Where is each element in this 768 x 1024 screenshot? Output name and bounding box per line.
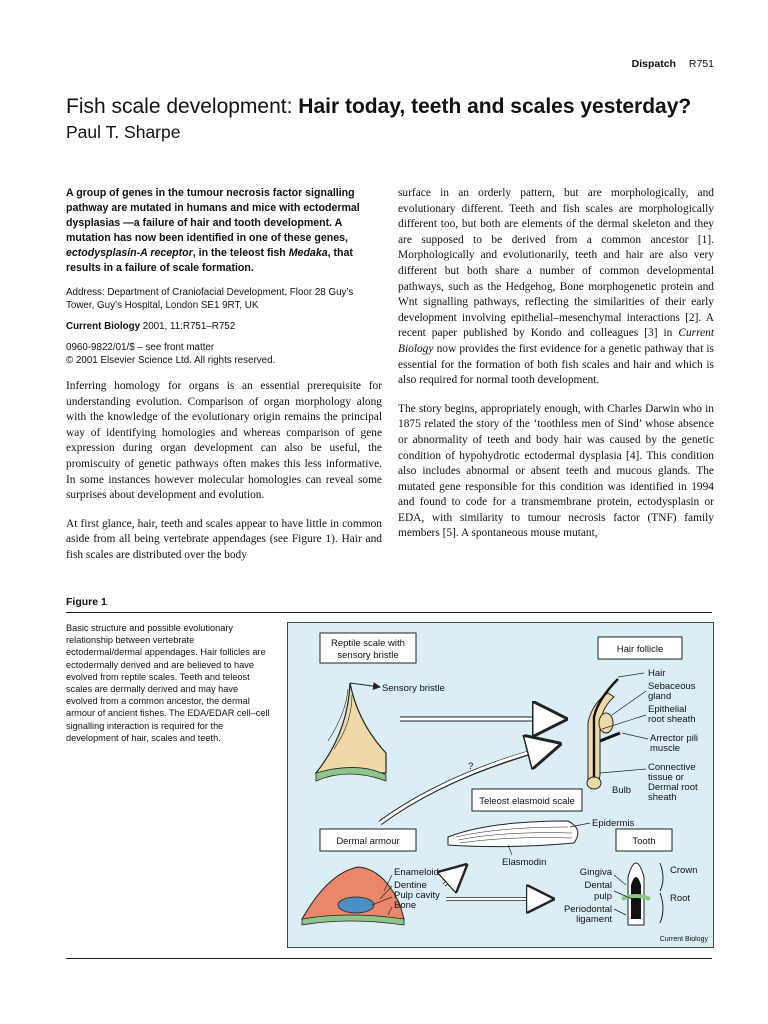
copyright — [66, 341, 382, 367]
body-paragraph: The story begins, appropriately enough, with Charles Darwin who in 1875 related the story of the ‘toothless men of Sind’ whose absence or abnormality of teeth and body hair was caused by the genetic condition of hypohydrotic ectodermal dysplasia [4]. This condition also includes abnormal or absent teeth and mucous glands. The mutated gene responsible for this condition was identified in 1994 and found to code for a transmembrane protein, ectodysplasin or EDA, with similarity to tumour necrosis factor (TNF) family members [5]. A spontaneous mouse mutant, — [398, 402, 714, 540]
dental-pulp-label-2: pulp — [594, 891, 612, 902]
sebaceous-label-2: gland — [648, 691, 672, 702]
abstract — [66, 186, 382, 276]
title-lead: Fish scale development: — [66, 95, 299, 118]
copyright-line-1: 0960-9822/01/$ – see front matter — [66, 342, 215, 353]
title-block — [66, 94, 726, 143]
teleost-scale-shape — [448, 821, 578, 847]
reptile-box-line-2: sensory bristle — [337, 650, 399, 661]
connective-label-2: tissue or — [648, 772, 684, 783]
figure-credit: Current Biology — [659, 936, 708, 943]
body-paragraph: At first glance, hair, teeth and scales appear to have little in common aside from all being vertebrate appendages (see Figure 1). Hair and fish scales are distributed over the body — [66, 517, 382, 561]
body-paragraph: Inferring homology for organs is an essential prerequisite for understanding evolution. Comparison of organ morphology along with the knowledge of the evolutionary origin remains the principal way of identifying homologies and whereas comparison of gene expression during organ development can also be useful, the promiscuity of genetic pathways often makes this less informative. In some instances however molecular homologies can reveal some surprises about development and evolution. — [66, 380, 382, 502]
connective-label-3: Dermal root — [648, 782, 698, 793]
figure-panel — [287, 622, 714, 948]
pulp-cavity-label: Pulp cavity — [394, 890, 440, 901]
page-number: R751 — [688, 58, 714, 70]
elasmodin-label: Elasmodin — [502, 857, 547, 868]
author: Paul T. Sharpe — [66, 122, 181, 142]
root-brace — [660, 893, 663, 923]
abstract-fish: Medaka — [288, 247, 328, 259]
figure-rule — [66, 958, 712, 959]
sensory-bristle-label: Sensory bristle — [382, 683, 445, 694]
para-journal: Current Biology — [398, 327, 714, 355]
question-mark: ? — [468, 761, 474, 772]
reptile-scale-illustration — [316, 683, 386, 781]
label-pointer — [618, 673, 644, 677]
dental-pulp-label-1: Dental — [584, 880, 612, 891]
abstract-text-1: A group of genes in the tumour necrosis factor signalling pathway are mutated in humans and mice with ectodermal dysplasias —a failure of hair and tooth development. A mutation has now been identified in one of these genes, — [66, 187, 360, 244]
figure-label: Figure 1 — [66, 596, 107, 608]
crown-brace — [660, 863, 663, 891]
citation — [66, 320, 382, 333]
arrector-label-2: muscle — [650, 743, 681, 754]
root-label: Root — [670, 893, 691, 904]
reptile-scale-shape — [316, 683, 386, 773]
sensory-bristle-pointer — [350, 683, 380, 687]
dermal-armour-box-label: Dermal armour — [336, 836, 400, 847]
label-pointer — [614, 909, 626, 915]
figure-caption: Basic structure and possible evolutionary relationship between vertebrate ectodermal/dermal appendages. Hair follicles are ectodermally derived and are believed to have evolved from reptile scales. Teeth and teleost scales are dermally derived and may have evolved from a common ancestor, the dermal armour of ancient fishes. The EDA/EDAR cell–cell signalling interaction is required for the development of hair, scales and teeth. — [66, 623, 270, 743]
sebaceous-label-1: Sebaceous — [648, 681, 696, 692]
periodontal-label-1: Periodontal — [563, 904, 612, 915]
hair-follicle-box-label: Hair follicle — [616, 644, 664, 655]
enameloid-label: Enameloid — [394, 867, 439, 878]
abstract-text-3: , that results in a failure of scale formation. — [66, 247, 353, 274]
para-text: surface in an orderly pattern, but are morphologically, and evolutionary different. Teeth and fish scales are morphologically different too, but both are elements of the dermal skeleton and they are supposed to be derived from a common ancestor [1]. Morphologically and evolutionarily, teeth and hair are also very different but both share a number of common developmental pathways, such as the Hedgehog, Bone morphogenetic protein and Wnt signalling pathways, reflecting the similarities of their early development involving epithelial–mesenchymal interactions [2]. A recent paper published by Kondo and colleagues [3] in — [398, 187, 714, 340]
dentine-label: Dentine — [394, 880, 427, 891]
hair-follicle-illustration — [587, 673, 648, 789]
connective-label-1: Connective — [648, 762, 696, 773]
label-pointer — [600, 769, 646, 773]
bulb-label: Bulb — [612, 785, 632, 796]
title-bold: Hair today, teeth and scales yesterday? — [298, 95, 692, 118]
hair-label: Hair — [648, 668, 666, 679]
address: Address: Department of Craniofacial Development, Floor 28 Guy’s Tower, Guy’s Hospital, London SE1 9RT, UK — [66, 287, 354, 311]
abstract-text-2: , in the teleost fish — [192, 247, 289, 259]
reptile-box-line-1: Reptile scale with — [331, 638, 405, 649]
epithelial-label-2: root sheath — [648, 714, 696, 725]
crown-label: Crown — [670, 865, 698, 876]
teleost-box-label: Teleost elasmoid scale — [479, 796, 575, 807]
label-pointer — [622, 733, 648, 739]
left-column — [66, 186, 382, 577]
abstract-gene: ectodysplasin-A receptor — [66, 247, 193, 259]
gingiva-label: Gingiva — [579, 867, 612, 878]
para-text: now provides the first evidence for a genetic pathway that is essential for the formation of both fish scales and hair and which is also required for normal tooth development. — [398, 342, 714, 387]
bone-label: Bone — [394, 900, 417, 911]
epidermis-label: Epidermis — [592, 818, 635, 829]
sebaceous-gland-shape — [599, 713, 613, 733]
right-column — [398, 186, 714, 555]
bulb-shape — [587, 777, 601, 789]
dermal-armour-illustration — [302, 867, 404, 925]
citation-details: 2001, 11:R751–R752 — [140, 321, 236, 332]
running-header — [632, 58, 714, 70]
arrector-label-1: Arrector pili — [650, 733, 699, 744]
pulp-cavity-shape — [338, 897, 374, 913]
figure-rule — [66, 612, 712, 613]
label-pointer — [612, 691, 646, 715]
epithelial-label-1: Epithelial — [648, 704, 687, 715]
tooth-box-label: Tooth — [632, 836, 656, 847]
label-pointer — [614, 875, 626, 885]
copyright-line-2: © 2001 Elsevier Science Ltd. All rights reserved. — [66, 355, 276, 366]
citation-journal: Current Biology — [66, 321, 141, 332]
arrow-armour-to-scale — [444, 867, 464, 885]
tooth-illustration — [614, 863, 663, 925]
body-paragraph — [398, 186, 714, 389]
periodontal-label-2: ligament — [576, 914, 612, 925]
arrector-muscle-shape — [600, 733, 620, 741]
section-label: Dispatch — [631, 58, 676, 70]
connective-label-4: sheath — [648, 792, 677, 803]
figure-diagram — [288, 623, 713, 947]
article-title — [66, 94, 726, 120]
teleost-scale-illustration — [448, 821, 590, 855]
